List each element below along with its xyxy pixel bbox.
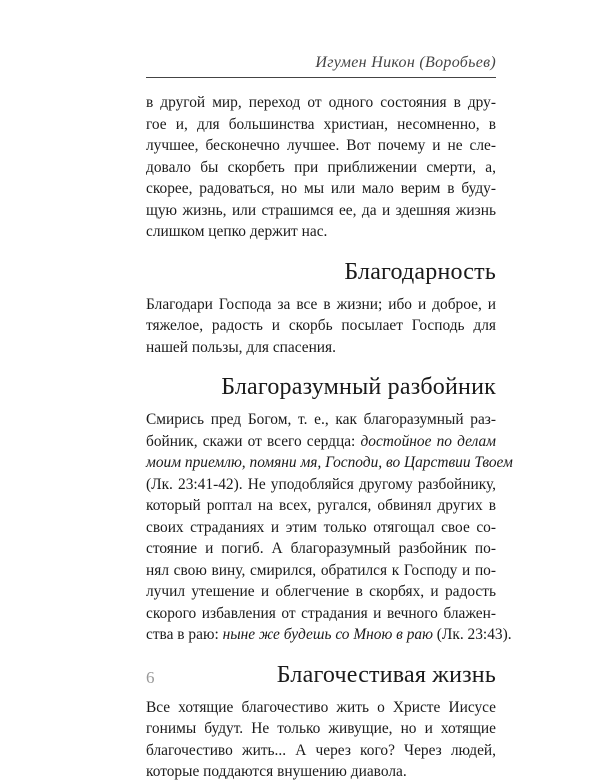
text-line: благочестиво жить... А через кого? Через людей, xyxy=(146,741,496,759)
text-line: нашей пользы, для спасения. xyxy=(146,338,336,356)
page-number: 6 xyxy=(146,668,155,687)
section-paragraph-gratitude xyxy=(146,294,496,359)
text-line: скорее, радоваться, но мы или мало верим в буду- xyxy=(146,180,496,197)
text-line: Смирись пред Богом, т. е., как благоразумный раз- xyxy=(146,411,496,428)
text-line: которые поддаются внушению диавола. xyxy=(146,763,407,780)
text-line: довало бы скорбеть при приближении смерти, а, xyxy=(146,158,496,176)
running-title: Игумен Никон (Воробьев) xyxy=(315,54,496,71)
scripture-quote: моим приемлю, помяни мя, Господи, во Царствии Твоем xyxy=(146,454,513,471)
text-line: лучил утешение и облегчение в скорбях, и радость xyxy=(146,583,496,600)
running-header xyxy=(146,54,496,78)
scripture-quote: ныне же будешь со Мною в раю xyxy=(222,626,433,643)
text-line xyxy=(146,624,512,646)
section-title-good-thief: Благоразумный разбойник xyxy=(221,374,496,400)
text-line: своих страданиях и этим только отягощал свое со- xyxy=(146,518,496,536)
text-line: который роптал на всех, ругался, обвинял других в xyxy=(146,497,496,514)
text-line: гонимы будут. Не только живущие, но и хотящие xyxy=(146,720,496,737)
text-line xyxy=(146,431,496,453)
text-line: (Лк. 23:41-42). Не уподобляйся другому разбойнику, xyxy=(146,475,496,493)
scripture-quote: достойное по делам xyxy=(360,432,496,450)
section-title-gratitude: Благодарность xyxy=(344,258,496,285)
page-content xyxy=(146,92,513,783)
section-title-pious-life: Благочестивая жизнь xyxy=(276,661,496,688)
text-line: в другой мир, переход от одного состояния в дру- xyxy=(146,94,496,111)
text-line: Все хотящие благочестиво жить о Христе Иисусе xyxy=(146,698,496,716)
text-line: Благодари Господа за все в жизни; ибо и доброе, и xyxy=(146,295,496,313)
text-line: стояние и погиб. А благоразумный разбойник по- xyxy=(146,540,496,557)
text-line: лучшее, бесконечно лучшее. Вот почему и не сле- xyxy=(146,137,496,154)
section-paragraph-pious-life xyxy=(146,697,496,783)
text-run: бойник, скажи от всего сердца: xyxy=(146,432,361,450)
text-line: гое и, для большинства христиан, несомненно, в xyxy=(146,115,496,133)
text-run: ства в раю: xyxy=(146,626,223,643)
text-run: (Лк. 23:43). xyxy=(432,626,512,643)
section-paragraph-good-thief xyxy=(146,409,513,646)
intro-paragraph xyxy=(146,92,496,243)
text-line xyxy=(146,452,513,474)
text-line: скорого избавления от страдания и вечного блажен- xyxy=(146,604,496,622)
text-line: тяжелое, радость и скорбь посылает Господь для xyxy=(146,317,496,334)
text-line: нял свою вину, смирился, обратился к Господу и по- xyxy=(146,561,496,579)
text-line: щую жизнь, или страшимся ее, да и здешняя жизнь xyxy=(146,201,496,219)
text-line: слишком цепко держит нас. xyxy=(146,223,328,240)
